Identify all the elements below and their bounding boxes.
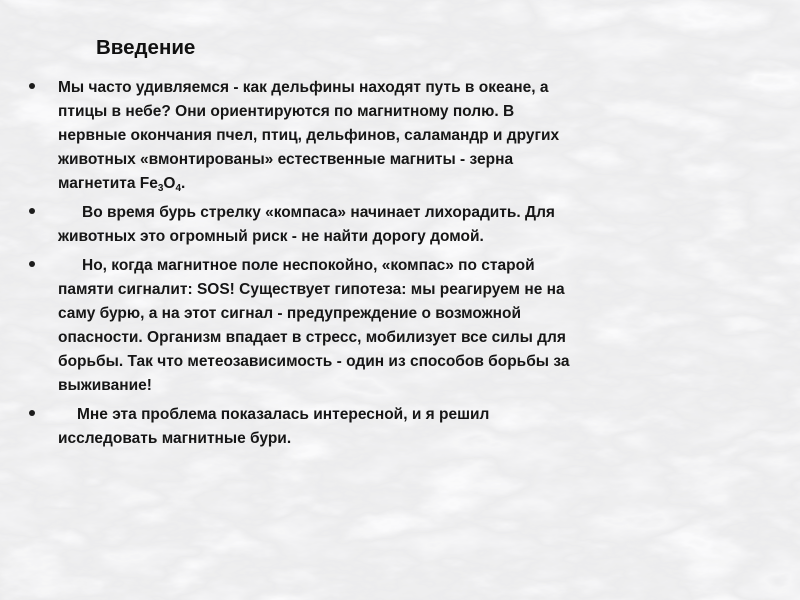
subscript-4: 4 — [175, 183, 182, 194]
bullet-text: Мы часто удивляемся - как дельфины находят путь в океане, а птицы в небе? Они ориентируются по магнитному полю. В нервные окончания пчел, птиц, дельфинов, саламандр и других животных «вмонтированы» естественные магниты - зерна магнетита $Fe_3O_4$. — [58, 79, 560, 194]
slide-title: Введение — [96, 36, 196, 59]
bullet-text: Во время бурь стрелку «компаса» начинает лихорадить. Для животных это огромный риск - не найти дорогу домой. — [58, 204, 555, 245]
bullet-item — [0, 254, 578, 398]
bullet-list — [0, 76, 800, 456]
bullet-marker — [29, 410, 35, 416]
subscript-3: 3 — [157, 183, 164, 194]
bullet-text: Но, когда магнитное поле неспокойно, «компас» по старой памяти сигналит: SOS! Существует гипотеза: мы реагируем не на саму бурю, а на этот сигнал - предупреждение о возможной опасности. Организм впадает в стресс, мобилизует все силы для борьбы. Так что метеозависимость - один из способов борьбы за выживание! — [58, 257, 570, 394]
bullet-marker — [29, 208, 35, 214]
bullet-item — [0, 201, 578, 249]
bullet-marker — [29, 261, 35, 267]
bullet-text: Мне эта проблема показалась интересной, и я решил исследовать магнитные бури. — [58, 406, 490, 447]
bullet-item — [0, 76, 578, 196]
bullet-marker — [29, 83, 35, 89]
bullet-item — [0, 403, 578, 451]
